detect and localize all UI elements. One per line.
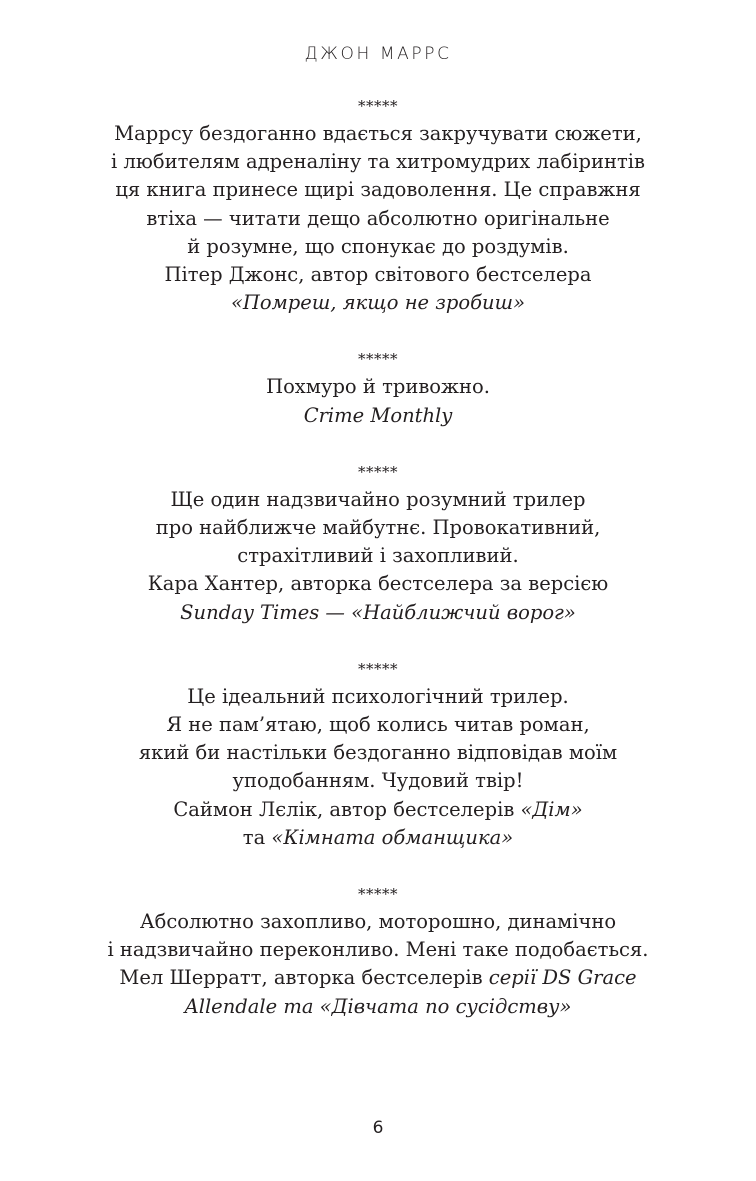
quote-line: і надзвичайно переконливо. Мені таке подобається. — [107, 938, 649, 962]
quote-line: Маррсу бездоганно вдається закручувати сюжети, — [114, 122, 642, 145]
quote-line: який би настільки бездоганно відповідав моїм — [138, 741, 618, 765]
quote-line: втіха — читати дещо абсолютно оригінальне — [146, 206, 610, 230]
running-header — [0, 44, 756, 64]
quote-line: й розумне, що спонукає до роздумів. — [187, 234, 569, 258]
blurb — [60, 880, 696, 1021]
quote-line: Я не пам’ятаю, щоб колись читав роман, — [166, 713, 590, 737]
quote-line: уподобанням. Чудовий твір! — [232, 769, 524, 793]
book-title: Allendale та «Дівчата по сусідству» — [184, 994, 572, 1018]
attribution-line — [60, 261, 696, 289]
quote-line: про найближче майбутнє. Провокативний, — [155, 516, 601, 540]
attribution-text: Пітер Джонс, автор світового бестселера — [164, 263, 592, 287]
publication-title: Crime Monthly — [303, 403, 453, 427]
quote-line: Абсолютно захопливо, моторошно, динамічно — [139, 910, 617, 934]
attribution-line — [60, 824, 696, 852]
separator-stars: ***** — [358, 462, 398, 481]
blurb — [60, 345, 696, 429]
book-title: «Кімната обманщика» — [271, 825, 514, 849]
attribution-line — [60, 402, 696, 430]
separator-stars: ***** — [358, 659, 398, 678]
quote-line: страхітливий і захопливий. — [237, 544, 519, 568]
attribution-line — [60, 796, 696, 824]
book-title: «Помреш, якщо не зробиш» — [230, 291, 526, 315]
quote-line: Похмуро й тривожно. — [266, 375, 490, 399]
page-number: 6 — [372, 1118, 384, 1138]
attribution-line — [60, 599, 696, 627]
header-author: ДЖОН МАРРС — [304, 44, 452, 64]
attribution-text: Кара Хантер, авторка бестселера за версією — [147, 572, 609, 596]
attribution-text: та — [242, 825, 272, 849]
blurb — [60, 92, 696, 317]
quote-line: Це ідеальний психологічний трилер. — [187, 684, 569, 708]
attribution-text: Мел Шерратт, авторка бестселерів — [119, 966, 489, 990]
series-title: серії DS Grace — [488, 966, 637, 990]
attribution-line — [60, 993, 696, 1021]
attribution-text: Саймон Лєлік, автор бестселерів — [173, 797, 521, 821]
quote-line: і любителям адреналіну та хитромудрих лабіринтів — [111, 150, 645, 174]
separator-stars: ***** — [358, 350, 398, 369]
book-title: «Дім» — [520, 797, 583, 821]
attribution-line — [60, 964, 696, 992]
attribution-line — [60, 570, 696, 598]
quote-line: ця книга принесе щирі задоволення. Це справжня — [115, 178, 641, 202]
separator-stars: ***** — [358, 97, 398, 115]
quote-line: Ще один надзвичайно розумний трилер — [170, 487, 586, 511]
blurb — [60, 655, 696, 852]
separator-stars: ***** — [358, 885, 398, 904]
blurbs-section — [60, 92, 696, 1049]
attribution-line — [60, 289, 696, 317]
book-title: Sunday Times — «Найближчий ворог» — [180, 600, 576, 624]
blurb — [60, 458, 696, 627]
